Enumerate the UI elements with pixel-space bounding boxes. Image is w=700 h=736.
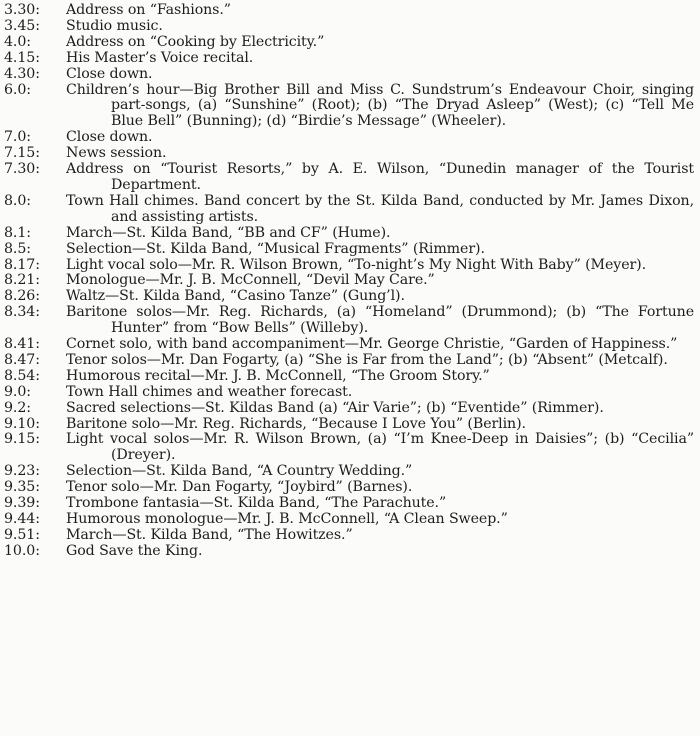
- radio-programme-list: [4, 3, 694, 560]
- entry-description: Light vocal solo—Mr. R. Wilson Brown, “To-night’s My Night With Baby” (Meyer).: [66, 256, 647, 273]
- entry-description: Address on “Tourist Resorts,” by A. E. Wilson, “Dunedin manager of the Tourist Department.: [66, 161, 694, 193]
- entry-time: 9.44:: [4, 511, 40, 527]
- programme-entry: [4, 242, 694, 258]
- entry-description: Monologue—Mr. J. B. McConnell, “Devil May Care.”: [66, 272, 435, 289]
- programme-entry: [4, 3, 694, 19]
- entry-time: 8.26:: [4, 288, 40, 305]
- entry-time: 9.51:: [4, 526, 40, 543]
- entry-description: Close down.: [66, 65, 153, 82]
- entry-description: God Save the King.: [66, 542, 203, 559]
- programme-entry: [4, 417, 694, 433]
- programme-entry: [4, 162, 694, 194]
- entry-description: Baritone solos—Mr. Reg. Richards, (a) “Homeland” (Drummond); (b) “The Fortune Hunter” from “Bow Bells” (Willeby).: [66, 304, 694, 337]
- programme-entry: [4, 146, 694, 162]
- entry-time: 8.17:: [4, 256, 40, 273]
- programme-entry: [4, 35, 694, 51]
- entry-time: 8.41:: [4, 336, 40, 353]
- programme-entry: [4, 258, 694, 274]
- entry-time: 8.34:: [4, 304, 40, 321]
- programme-entry: [4, 67, 694, 83]
- programme-entry: [4, 432, 694, 464]
- programme-entry: [4, 273, 694, 289]
- entry-time: 4.0:: [4, 33, 31, 50]
- entry-time: 8.1:: [4, 224, 31, 241]
- entry-description: Close down.: [66, 129, 153, 146]
- programme-entry: [4, 194, 694, 226]
- programme-entry: [4, 226, 694, 242]
- programme-entry: [4, 289, 694, 305]
- programme-entry: [4, 528, 694, 544]
- entry-description: Address on “Cooking by Electricity.”: [66, 33, 325, 50]
- entry-description: Town Hall chimes and weather forecast.: [66, 383, 353, 400]
- programme-entry: [4, 51, 694, 67]
- entry-time: 9.35:: [4, 479, 40, 496]
- entry-description: March—St. Kilda Band, “The Howitzes.”: [66, 526, 353, 543]
- entry-time: 9.23:: [4, 463, 40, 480]
- entry-description: Humorous monologue—Mr. J. B. McConnell, “A Clean Sweep.”: [66, 511, 508, 527]
- programme-entry: [4, 353, 694, 369]
- entry-time: 7.15:: [4, 145, 40, 162]
- entry-time: 8.47:: [4, 351, 40, 368]
- entry-time: 9.10:: [4, 415, 40, 432]
- entry-time: 6.0:: [4, 81, 31, 98]
- entry-description: Trombone fantasia—St. Kilda Band, “The Parachute.”: [66, 495, 447, 512]
- entry-time: 3.30:: [4, 2, 40, 18]
- programme-entry: [4, 305, 694, 337]
- entry-time: 9.15:: [4, 431, 40, 448]
- entry-time: 7.0:: [4, 129, 31, 146]
- entry-description: His Master’s Voice recital.: [66, 49, 254, 66]
- entry-description: March—St. Kilda Band, “BB and CF” (Hume).: [66, 224, 391, 241]
- entry-time: 4.30:: [4, 65, 40, 82]
- programme-entry: [4, 512, 694, 528]
- programme-entry: [4, 496, 694, 512]
- programme-entry: [4, 19, 694, 35]
- entry-time: 8.21:: [4, 272, 40, 289]
- entry-description: Light vocal solos—Mr. R. Wilson Brown, (a) “I’m Knee-Deep in Daisies”; (b) “Cecilia” (Dreyer).: [66, 431, 694, 464]
- entry-description: Waltz—St. Kilda Band, “Casino Tanze” (Gung’l).: [66, 288, 405, 305]
- entry-time: 9.2:: [4, 399, 31, 416]
- entry-time: 8.0:: [4, 192, 31, 209]
- entry-description: Cornet solo, with band accompaniment—Mr. George Christie, “Garden of Happiness.”: [66, 336, 678, 353]
- entry-time: 9.0:: [4, 383, 31, 400]
- entry-description: Address on “Fashions.”: [66, 2, 231, 18]
- entry-time: 7.30:: [4, 161, 40, 178]
- programme-entry: [4, 130, 694, 146]
- programme-entry: [4, 544, 694, 560]
- entry-description: Selection—St. Kilda Band, “Musical Fragments” (Rimmer).: [66, 240, 485, 257]
- entry-time: 4.15:: [4, 49, 40, 66]
- entry-description: Selection—St. Kilda Band, “A Country Wedding.”: [66, 463, 413, 480]
- entry-time: 8.5:: [4, 240, 31, 257]
- programme-entry: [4, 385, 694, 401]
- entry-description: Tenor solos—Mr. Dan Fogarty, (a) “She is Far from the Land”; (b) “Absent” (Metcalf).: [66, 351, 668, 368]
- entry-description: Sacred selections—St. Kildas Band (a) “Air Varie”; (b) “Eventide” (Rimmer).: [66, 399, 604, 416]
- entry-description: Studio music.: [66, 17, 163, 34]
- entry-time: 3.45:: [4, 17, 40, 34]
- programme-entry: [4, 337, 694, 353]
- entry-description: Humorous recital—Mr. J. B. McConnell, “The Groom Story.”: [66, 367, 490, 384]
- entry-time: 8.54:: [4, 367, 40, 384]
- entry-description: News session.: [66, 145, 167, 162]
- programme-entry: [4, 83, 694, 131]
- entry-time: 10.0:: [4, 542, 40, 559]
- programme-entry: [4, 464, 694, 480]
- entry-description: Tenor solo—Mr. Dan Fogarty, “Joybird” (Barnes).: [66, 479, 413, 496]
- entry-description: Children’s hour—Big Brother Bill and Miss C. Sundstrum’s Endeavour Choir, singing part-songs, (a) “Sunshine” (Root); (b) “The Dryad Asleep” (West); (c) “Tell Me Blue Bell” (Bunning); (d) “Birdie’s Message” (Wheeler).: [66, 81, 694, 130]
- programme-entry: [4, 480, 694, 496]
- programme-entry: [4, 401, 694, 417]
- entry-description: Town Hall chimes. Band concert by the St. Kilda Band, conducted by Mr. James Dixon, and assisting artists.: [66, 192, 694, 225]
- entry-description: Baritone solo—Mr. Reg. Richards, “Because I Love You” (Berlin).: [66, 415, 526, 432]
- entry-time: 9.39:: [4, 495, 40, 512]
- programme-entry: [4, 369, 694, 385]
